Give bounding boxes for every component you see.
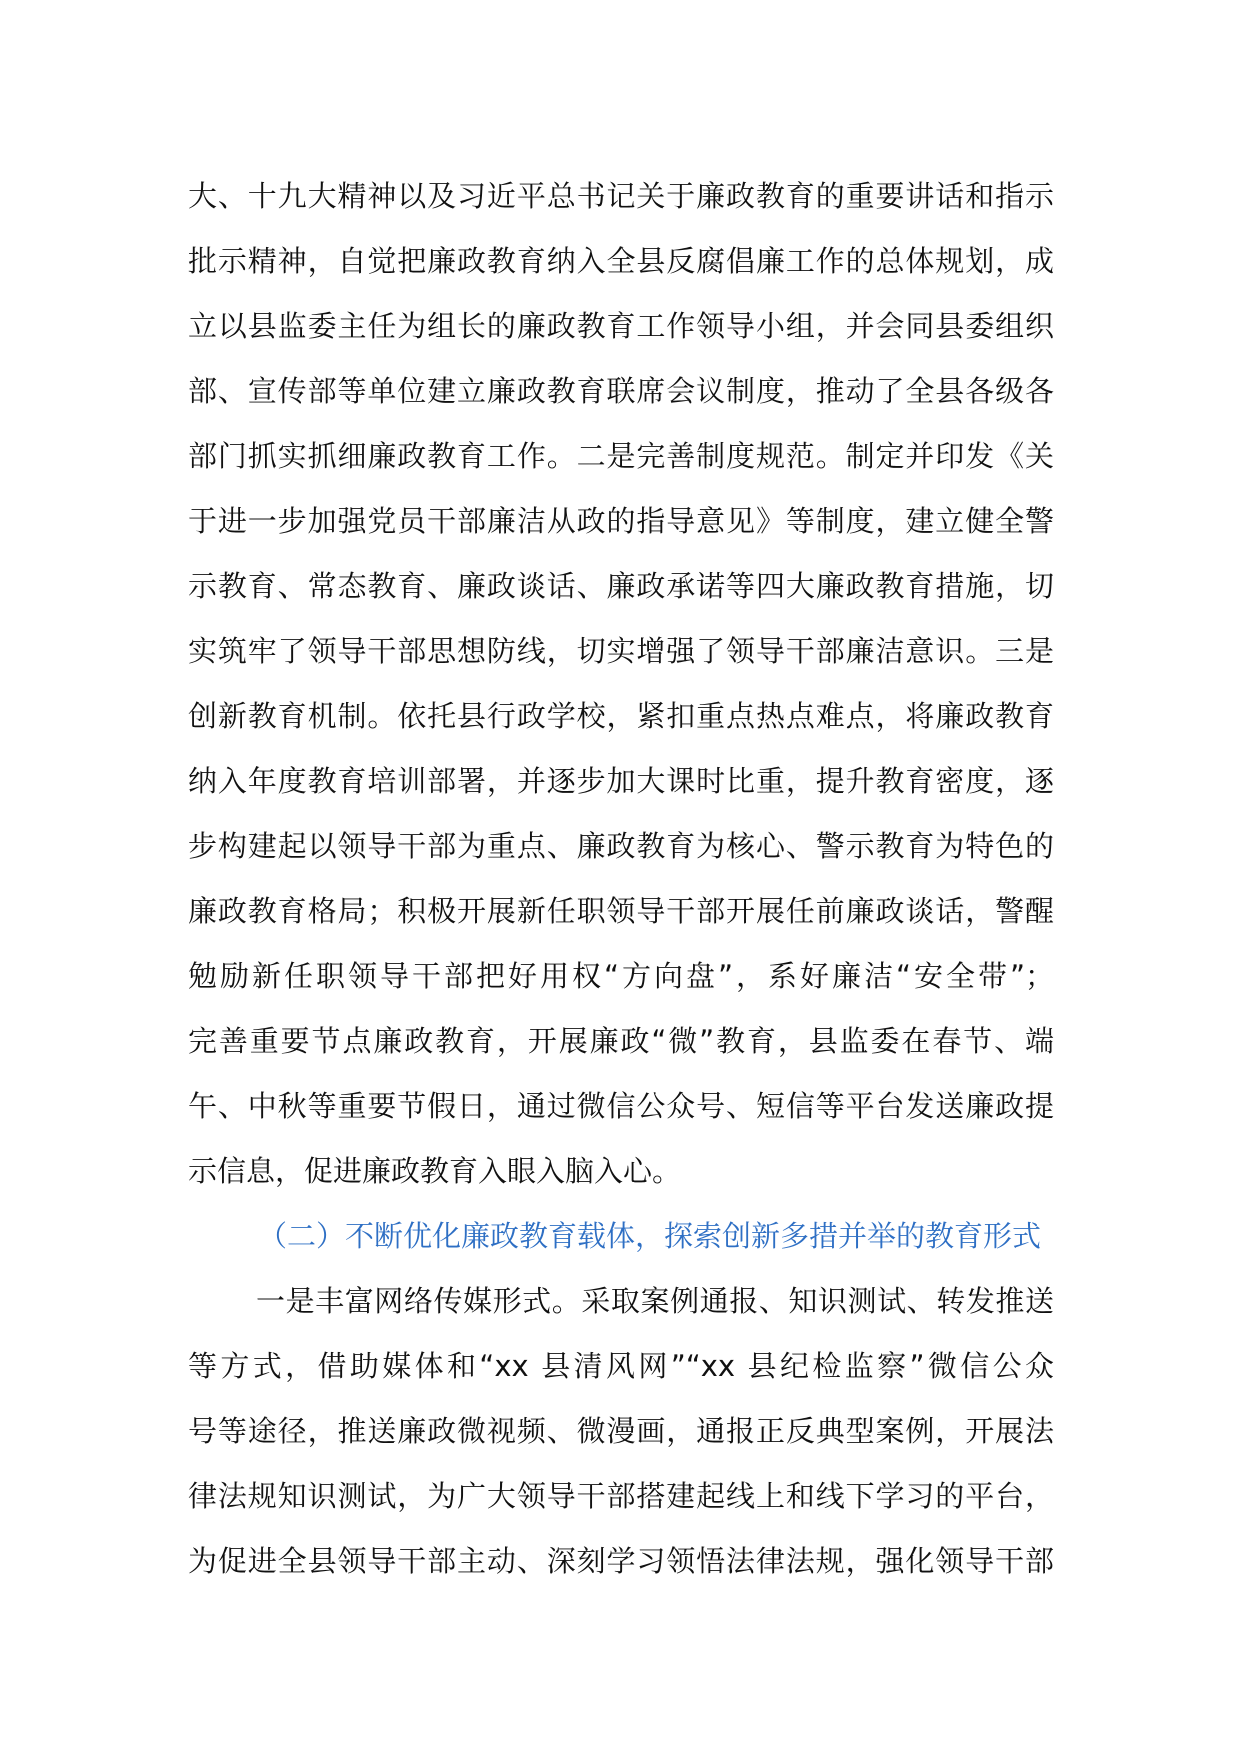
paragraph-line: 于进一步加强党员干部廉洁从政的指导意见》等制度，建立健全警 — [188, 504, 1054, 538]
paragraph-line: 示信息，促进廉政教育入眼入脑入心。 — [188, 1154, 682, 1188]
paragraph-line: 创新教育机制。依托县行政学校，紧扣重点热点难点，将廉政教育 — [188, 699, 1054, 733]
paragraph-line: 完善重要节点廉政教育，开展廉政“微”教育，县监委在春节、端 — [188, 1024, 1054, 1058]
paragraph-line: 号等途径，推送廉政微视频、微漫画，通报正反典型案例，开展法 — [188, 1414, 1054, 1448]
paragraph-line: 纳入年度教育培训部署，并逐步加大课时比重，提升教育密度，逐 — [188, 764, 1054, 798]
paragraph-line: 大、十九大精神以及习近平总书记关于廉政教育的重要讲话和指示 — [188, 179, 1054, 213]
paragraph-line: 为促进全县领导干部主动、深刻学习领悟法律法规，强化领导干部 — [188, 1544, 1054, 1578]
paragraph-line: 部、宣传部等单位建立廉政教育联席会议制度，推动了全县各级各 — [188, 374, 1054, 408]
paragraph-line: 实筑牢了领导干部思想防线，切实增强了领导干部廉洁意识。三是 — [188, 634, 1054, 668]
paragraph-line: 午、中秋等重要节假日，通过微信公众号、短信等平台发送廉政提 — [188, 1089, 1054, 1123]
paragraph-line: 律法规知识测试，为广大领导干部搭建起线上和线下学习的平台， — [188, 1479, 1054, 1513]
paragraph-line: 示教育、常态教育、廉政谈话、廉政承诺等四大廉政教育措施，切 — [188, 569, 1054, 603]
paragraph-line: 勉励新任职领导干部把好用权“方向盘”，系好廉洁“安全带”； — [188, 959, 1054, 993]
document-body — [188, 164, 1054, 1594]
paragraph-line: 立以县监委主任为组长的廉政教育工作领导小组，并会同县委组织 — [188, 309, 1054, 343]
paragraph-line: 批示精神，自觉把廉政教育纳入全县反腐倡廉工作的总体规划，成 — [188, 244, 1054, 278]
paragraph-line: 一是丰富网络传媒形式。采取案例通报、知识测试、转发推送 — [256, 1284, 1054, 1318]
paragraph-line: 部门抓实抓细廉政教育工作。二是完善制度规范。制定并印发《关 — [188, 439, 1054, 473]
paragraph-line: 等方式，借助媒体和“xx 县清风网”“xx 县纪检监察”微信公众 — [188, 1349, 1054, 1383]
section-heading: （二）不断优化廉政教育载体，探索创新多措并举的教育形式 — [258, 1219, 1042, 1253]
paragraph-line: 步构建起以领导干部为重点、廉政教育为核心、警示教育为特色的 — [188, 829, 1054, 863]
paragraph-line: 廉政教育格局；积极开展新任职领导干部开展任前廉政谈话，警醒 — [188, 894, 1054, 928]
